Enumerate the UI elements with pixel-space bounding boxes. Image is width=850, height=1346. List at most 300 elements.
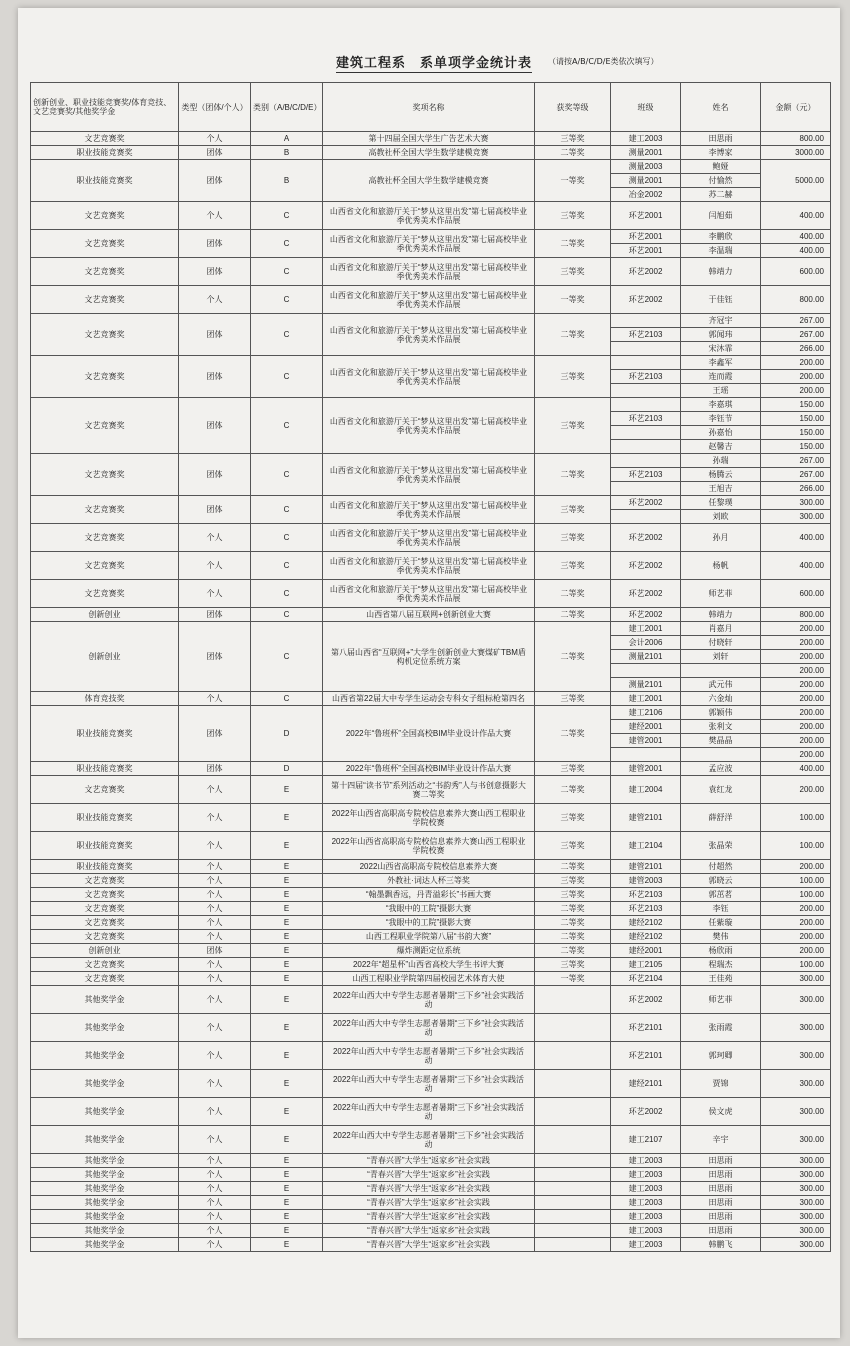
table-row	[31, 1196, 831, 1210]
student-name-cell: 韩靖力	[681, 258, 761, 286]
kind-cell: 个人	[179, 286, 251, 314]
kind-cell: 团体	[179, 314, 251, 356]
category-cell: 职业技能竞赛奖	[31, 706, 179, 762]
table-row	[31, 1238, 831, 1252]
category-cell: 文艺竞赛奖	[31, 286, 179, 314]
amount-cell: 300.00	[761, 1070, 831, 1098]
amount-cell: 267.00	[761, 314, 831, 328]
class-cell: 测量2101	[611, 678, 681, 692]
class-cell: 环艺2103	[611, 468, 681, 482]
project-cell: “青春兴晋”大学生“返家乡”社会实践	[323, 1154, 535, 1168]
class-cell: 建工2107	[611, 1126, 681, 1154]
table-row	[31, 776, 831, 804]
level-cell: E	[251, 944, 323, 958]
amount-cell: 200.00	[761, 776, 831, 804]
student-name-cell: 杨腾云	[681, 468, 761, 482]
class-cell: 建经2102	[611, 930, 681, 944]
table-row	[31, 874, 831, 888]
project-cell: 山西省文化和旅游厅关于“梦从这里出发”第七届高校毕业季优秀美术作品展	[323, 524, 535, 552]
table-row	[31, 860, 831, 874]
kind-cell: 个人	[179, 1070, 251, 1098]
class-cell: 环艺2002	[611, 580, 681, 608]
category-cell: 文艺竞赛奖	[31, 314, 179, 356]
table-row	[31, 958, 831, 972]
project-cell: 山西省文化和旅游厅关于“梦从这里出发”第七届高校毕业季优秀美术作品展	[323, 258, 535, 286]
category-cell: 其他奖学金	[31, 1154, 179, 1168]
amount-cell: 150.00	[761, 440, 831, 454]
class-cell: 环艺2103	[611, 902, 681, 916]
project-cell: 山西省文化和旅游厅关于“梦从这里出发”第七届高校毕业季优秀美术作品展	[323, 314, 535, 356]
class-cell: 环艺2002	[611, 258, 681, 286]
header-category: 创新创业、职业技能竞赛奖/体育竞技、文艺竞赛奖/其他奖学金	[31, 83, 179, 132]
student-name-cell: 刘轩	[681, 650, 761, 664]
kind-cell: 团体	[179, 356, 251, 398]
table-row	[31, 202, 831, 230]
amount-cell: 800.00	[761, 132, 831, 146]
project-cell: 山西工程职业学院第四届校园艺术体育大使	[323, 972, 535, 986]
level-cell: E	[251, 1196, 323, 1210]
level-cell: C	[251, 622, 323, 692]
student-name-cell: 杨帆	[681, 552, 761, 580]
student-name-cell: 贾锦	[681, 1070, 761, 1098]
project-cell: 2022年山西大中专学生志愿者暑期“三下乡”社会实践活动	[323, 1126, 535, 1154]
category-cell: 其他奖学金	[31, 1196, 179, 1210]
amount-cell: 200.00	[761, 902, 831, 916]
grade-cell: 三等奖	[535, 832, 611, 860]
grade-cell	[535, 986, 611, 1014]
category-cell: 文艺竞赛奖	[31, 972, 179, 986]
level-cell: E	[251, 902, 323, 916]
amount-cell: 100.00	[761, 804, 831, 832]
class-cell: 建工2003	[611, 132, 681, 146]
class-cell	[611, 664, 681, 678]
class-cell: 建经2101	[611, 1070, 681, 1098]
grade-cell: 三等奖	[535, 762, 611, 776]
kind-cell: 个人	[179, 1168, 251, 1182]
amount-cell: 200.00	[761, 678, 831, 692]
amount-cell: 100.00	[761, 832, 831, 860]
student-name-cell: 李鹏欣	[681, 230, 761, 244]
amount-cell: 400.00	[761, 202, 831, 230]
kind-cell: 个人	[179, 1126, 251, 1154]
student-name-cell: 李博家	[681, 146, 761, 160]
project-cell: 山西省文化和旅游厅关于“梦从这里出发”第七届高校毕业季优秀美术作品展	[323, 230, 535, 258]
amount-cell: 267.00	[761, 328, 831, 342]
student-name-cell: 付晓轩	[681, 636, 761, 650]
grade-cell: 三等奖	[535, 524, 611, 552]
level-cell: E	[251, 1168, 323, 1182]
kind-cell: 个人	[179, 580, 251, 608]
amount-cell: 300.00	[761, 1210, 831, 1224]
table-body	[31, 132, 831, 1252]
table-row	[31, 832, 831, 860]
class-cell: 会计2006	[611, 636, 681, 650]
kind-cell: 个人	[179, 202, 251, 230]
kind-cell: 团体	[179, 608, 251, 622]
student-name-cell: 程瑞杰	[681, 958, 761, 972]
category-cell: 其他奖学金	[31, 1042, 179, 1070]
table-row	[31, 916, 831, 930]
amount-cell: 200.00	[761, 720, 831, 734]
project-cell: 2022年山西大中专学生志愿者暑期“三下乡”社会实践活动	[323, 1070, 535, 1098]
project-cell: 2022年山西大中专学生志愿者暑期“三下乡”社会实践活动	[323, 1042, 535, 1070]
class-cell: 建工2003	[611, 1224, 681, 1238]
student-name-cell: 武元伟	[681, 678, 761, 692]
student-name-cell: 郭颖伟	[681, 706, 761, 720]
class-cell: 建工2106	[611, 706, 681, 720]
grade-cell: 二等奖	[535, 706, 611, 762]
table-row	[31, 314, 831, 328]
title-area	[18, 48, 840, 74]
amount-cell: 800.00	[761, 286, 831, 314]
table-row	[31, 1182, 831, 1196]
category-cell: 其他奖学金	[31, 1238, 179, 1252]
class-cell	[611, 426, 681, 440]
table-row	[31, 398, 831, 412]
table-row	[31, 454, 831, 468]
table-row	[31, 622, 831, 636]
amount-cell: 400.00	[761, 552, 831, 580]
amount-cell: 200.00	[761, 356, 831, 370]
category-cell: 文艺竞赛奖	[31, 258, 179, 286]
header-level: 类别（A/B/C/D/E）	[251, 83, 323, 132]
category-cell: 其他奖学金	[31, 1070, 179, 1098]
student-name-cell	[681, 748, 761, 762]
level-cell: E	[251, 888, 323, 902]
category-cell: 文艺竞赛奖	[31, 202, 179, 230]
table-row	[31, 146, 831, 160]
table-row	[31, 552, 831, 580]
project-cell: “青春兴晋”大学生“返家乡”社会实践	[323, 1168, 535, 1182]
kind-cell: 个人	[179, 874, 251, 888]
table-row	[31, 258, 831, 286]
table-row	[31, 902, 831, 916]
student-name-cell: 李温瑞	[681, 244, 761, 258]
grade-cell: 三等奖	[535, 888, 611, 902]
kind-cell: 团体	[179, 622, 251, 692]
student-name-cell: 赵馨吉	[681, 440, 761, 454]
category-cell: 其他奖学金	[31, 1126, 179, 1154]
student-name-cell: 王佳苑	[681, 972, 761, 986]
class-cell: 环艺2002	[611, 552, 681, 580]
student-name-cell: 苏二赫	[681, 188, 761, 202]
category-cell: 其他奖学金	[31, 1168, 179, 1182]
student-name-cell: 杨欣雨	[681, 944, 761, 958]
grade-cell: 三等奖	[535, 804, 611, 832]
class-cell: 建工2003	[611, 1196, 681, 1210]
kind-cell: 个人	[179, 832, 251, 860]
student-name-cell: 田思雨	[681, 1196, 761, 1210]
class-cell	[611, 384, 681, 398]
level-cell: C	[251, 524, 323, 552]
kind-cell: 个人	[179, 1196, 251, 1210]
class-cell: 建管2003	[611, 874, 681, 888]
kind-cell: 个人	[179, 524, 251, 552]
project-cell: “青春兴晋”大学生“返家乡”社会实践	[323, 1224, 535, 1238]
category-cell: 文艺竞赛奖	[31, 902, 179, 916]
level-cell: C	[251, 692, 323, 706]
project-cell: 山西省文化和旅游厅关于“梦从这里出发”第七届高校毕业季优秀美术作品展	[323, 580, 535, 608]
amount-cell: 300.00	[761, 972, 831, 986]
grade-cell: 二等奖	[535, 454, 611, 496]
amount-cell: 300.00	[761, 496, 831, 510]
table-row	[31, 1154, 831, 1168]
project-cell: 2022年“超星杯”山西省高校大学生书评大赛	[323, 958, 535, 972]
amount-cell: 300.00	[761, 1014, 831, 1042]
amount-cell: 200.00	[761, 944, 831, 958]
student-name-cell: 田思雨	[681, 1224, 761, 1238]
project-cell: 2022年“鲁班杯”全国高校BIM毕业设计作品大赛	[323, 762, 535, 776]
header-amount: 金额（元）	[761, 83, 831, 132]
class-cell: 测量2003	[611, 160, 681, 174]
amount-cell: 400.00	[761, 762, 831, 776]
level-cell: E	[251, 1154, 323, 1168]
table-row	[31, 496, 831, 510]
category-cell: 文艺竞赛奖	[31, 580, 179, 608]
amount-cell: 200.00	[761, 384, 831, 398]
category-cell: 文艺竞赛奖	[31, 916, 179, 930]
amount-cell: 200.00	[761, 636, 831, 650]
grade-cell: 二等奖	[535, 860, 611, 874]
project-cell: 山西省文化和旅游厅关于“梦从这里出发”第七届高校毕业季优秀美术作品展	[323, 356, 535, 398]
amount-cell: 200.00	[761, 692, 831, 706]
grade-cell	[535, 1182, 611, 1196]
class-cell	[611, 398, 681, 412]
project-cell: 第八届山西省“互联网+”大学生创新创业大赛煤矿TBM盾构机定位系统方案	[323, 622, 535, 692]
level-cell: C	[251, 202, 323, 230]
student-name-cell: 田思雨	[681, 1154, 761, 1168]
page-title: 建筑工程系 系单项学金统计表	[336, 52, 532, 73]
kind-cell: 团体	[179, 454, 251, 496]
student-name-cell: 孙瑞	[681, 454, 761, 468]
level-cell: A	[251, 132, 323, 146]
table-row	[31, 1210, 831, 1224]
class-cell	[611, 748, 681, 762]
level-cell: C	[251, 496, 323, 524]
table-row	[31, 356, 831, 370]
class-cell: 测量2101	[611, 650, 681, 664]
level-cell: E	[251, 1182, 323, 1196]
class-cell: 环艺2101	[611, 1042, 681, 1070]
student-name-cell: 六金灿	[681, 692, 761, 706]
student-name-cell: 樊晶晶	[681, 734, 761, 748]
category-cell: 职业技能竞赛奖	[31, 832, 179, 860]
amount-cell: 400.00	[761, 244, 831, 258]
level-cell: D	[251, 762, 323, 776]
table-row	[31, 1098, 831, 1126]
amount-cell: 5000.00	[761, 160, 831, 202]
kind-cell: 个人	[179, 860, 251, 874]
category-cell: 职业技能竞赛奖	[31, 160, 179, 202]
category-cell: 其他奖学金	[31, 1014, 179, 1042]
category-cell: 职业技能竞赛奖	[31, 146, 179, 160]
header-class: 班级	[611, 83, 681, 132]
kind-cell: 团体	[179, 258, 251, 286]
table-row	[31, 160, 831, 174]
category-cell: 文艺竞赛奖	[31, 398, 179, 454]
amount-cell: 300.00	[761, 1098, 831, 1126]
project-cell: 山西工程职业学院第八届“书韵大赛”	[323, 930, 535, 944]
level-cell: C	[251, 314, 323, 356]
project-cell: 高教社杯全国大学生数学建模竞赛	[323, 146, 535, 160]
table-row	[31, 1070, 831, 1098]
kind-cell: 个人	[179, 1042, 251, 1070]
student-name-cell: 侯文虎	[681, 1098, 761, 1126]
amount-cell: 200.00	[761, 664, 831, 678]
amount-cell: 200.00	[761, 734, 831, 748]
kind-cell: 个人	[179, 1182, 251, 1196]
project-cell: “翰墨飘香远，丹青溢彩长”书画大赛	[323, 888, 535, 902]
class-cell: 环艺2001	[611, 230, 681, 244]
header-project: 奖项名称	[323, 83, 535, 132]
category-cell: 文艺竞赛奖	[31, 776, 179, 804]
kind-cell: 个人	[179, 1210, 251, 1224]
student-name-cell: 张雨霞	[681, 1014, 761, 1042]
level-cell: E	[251, 1014, 323, 1042]
amount-cell: 150.00	[761, 412, 831, 426]
amount-cell: 600.00	[761, 580, 831, 608]
table-row	[31, 1168, 831, 1182]
student-name-cell: 李钰节	[681, 412, 761, 426]
student-name-cell: 任紫璇	[681, 916, 761, 930]
amount-cell: 200.00	[761, 748, 831, 762]
kind-cell: 个人	[179, 132, 251, 146]
kind-cell: 团体	[179, 160, 251, 202]
project-cell: 2022年山西大中专学生志愿者暑期“三下乡”社会实践活动	[323, 1014, 535, 1042]
class-cell: 环艺2001	[611, 244, 681, 258]
grade-cell: 三等奖	[535, 692, 611, 706]
project-cell: 外教社·词达人杯三等奖	[323, 874, 535, 888]
class-cell: 建管2101	[611, 804, 681, 832]
project-cell: 2022年“鲁班杯”全国高校BIM毕业设计作品大赛	[323, 706, 535, 762]
class-cell	[611, 454, 681, 468]
grade-cell	[535, 1098, 611, 1126]
student-name-cell: 孙月	[681, 524, 761, 552]
amount-cell: 100.00	[761, 888, 831, 902]
category-cell: 文艺竞赛奖	[31, 454, 179, 496]
student-name-cell: 李嘉琪	[681, 398, 761, 412]
grade-cell: 一等奖	[535, 972, 611, 986]
class-cell: 测量2001	[611, 174, 681, 188]
table-row	[31, 1014, 831, 1042]
kind-cell: 个人	[179, 1098, 251, 1126]
project-cell: “青春兴晋”大学生“返家乡”社会实践	[323, 1182, 535, 1196]
kind-cell: 团体	[179, 230, 251, 258]
level-cell: C	[251, 230, 323, 258]
level-cell: C	[251, 552, 323, 580]
amount-cell: 200.00	[761, 930, 831, 944]
class-cell: 建工2104	[611, 832, 681, 860]
class-cell: 环艺2103	[611, 888, 681, 902]
project-cell: 高教社杯全国大学生数学建模竞赛	[323, 160, 535, 202]
student-name-cell: 韩鹏飞	[681, 1238, 761, 1252]
class-cell: 环艺2103	[611, 370, 681, 384]
level-cell: E	[251, 972, 323, 986]
level-cell: E	[251, 874, 323, 888]
project-cell: “青春兴晋”大学生“返家乡”社会实践	[323, 1238, 535, 1252]
class-cell: 建管2001	[611, 762, 681, 776]
amount-cell: 200.00	[761, 706, 831, 720]
category-cell: 文艺竞赛奖	[31, 888, 179, 902]
grade-cell	[535, 1224, 611, 1238]
grade-cell: 二等奖	[535, 580, 611, 608]
kind-cell: 团体	[179, 496, 251, 524]
level-cell: E	[251, 986, 323, 1014]
student-name-cell: 薛舒洋	[681, 804, 761, 832]
kind-cell: 个人	[179, 1154, 251, 1168]
class-cell	[611, 356, 681, 370]
table-row	[31, 1042, 831, 1070]
grade-cell	[535, 1070, 611, 1098]
project-cell: 爆炸测距定位系统	[323, 944, 535, 958]
student-name-cell: 韩靖力	[681, 608, 761, 622]
category-cell: 其他奖学金	[31, 1210, 179, 1224]
table-row	[31, 706, 831, 720]
amount-cell: 3000.00	[761, 146, 831, 160]
amount-cell: 300.00	[761, 1224, 831, 1238]
project-cell: “我眼中的工院”摄影大赛	[323, 902, 535, 916]
amount-cell: 300.00	[761, 986, 831, 1014]
table-row	[31, 230, 831, 244]
category-cell: 创新创业	[31, 944, 179, 958]
grade-cell	[535, 1196, 611, 1210]
student-name-cell: 王瑶	[681, 384, 761, 398]
level-cell: E	[251, 1126, 323, 1154]
amount-cell: 300.00	[761, 510, 831, 524]
student-name-cell: 田思雨	[681, 1182, 761, 1196]
grade-cell: 一等奖	[535, 160, 611, 202]
level-cell: E	[251, 958, 323, 972]
grade-cell: 二等奖	[535, 608, 611, 622]
grade-cell	[535, 1126, 611, 1154]
level-cell: C	[251, 258, 323, 286]
grade-cell: 三等奖	[535, 496, 611, 524]
level-cell: E	[251, 1224, 323, 1238]
student-name-cell: 樊伟	[681, 930, 761, 944]
class-cell: 建管2101	[611, 860, 681, 874]
class-cell	[611, 314, 681, 328]
level-cell: E	[251, 916, 323, 930]
kind-cell: 个人	[179, 888, 251, 902]
class-cell: 环艺2103	[611, 328, 681, 342]
level-cell: E	[251, 1098, 323, 1126]
project-cell: 2022年山西省高职高专院校信息素养大赛山西工程职业学院校赛	[323, 804, 535, 832]
amount-cell: 200.00	[761, 622, 831, 636]
student-name-cell: 张利文	[681, 720, 761, 734]
kind-cell: 个人	[179, 1014, 251, 1042]
kind-cell: 团体	[179, 146, 251, 160]
amount-cell: 150.00	[761, 426, 831, 440]
header-row	[31, 83, 831, 132]
table-row	[31, 888, 831, 902]
level-cell: E	[251, 1238, 323, 1252]
student-name-cell: 鲍娅	[681, 160, 761, 174]
level-cell: C	[251, 580, 323, 608]
amount-cell: 200.00	[761, 370, 831, 384]
student-name-cell: 郭闻玮	[681, 328, 761, 342]
project-cell: “青春兴晋”大学生“返家乡”社会实践	[323, 1210, 535, 1224]
amount-cell: 300.00	[761, 1238, 831, 1252]
student-name-cell: 郭珂卿	[681, 1042, 761, 1070]
category-cell: 其他奖学金	[31, 1224, 179, 1238]
amount-cell: 300.00	[761, 1154, 831, 1168]
student-name-cell: 肖嘉月	[681, 622, 761, 636]
grade-cell: 二等奖	[535, 776, 611, 804]
amount-cell: 266.00	[761, 342, 831, 356]
grade-cell: 二等奖	[535, 916, 611, 930]
class-cell: 环艺2001	[611, 202, 681, 230]
table-row	[31, 762, 831, 776]
